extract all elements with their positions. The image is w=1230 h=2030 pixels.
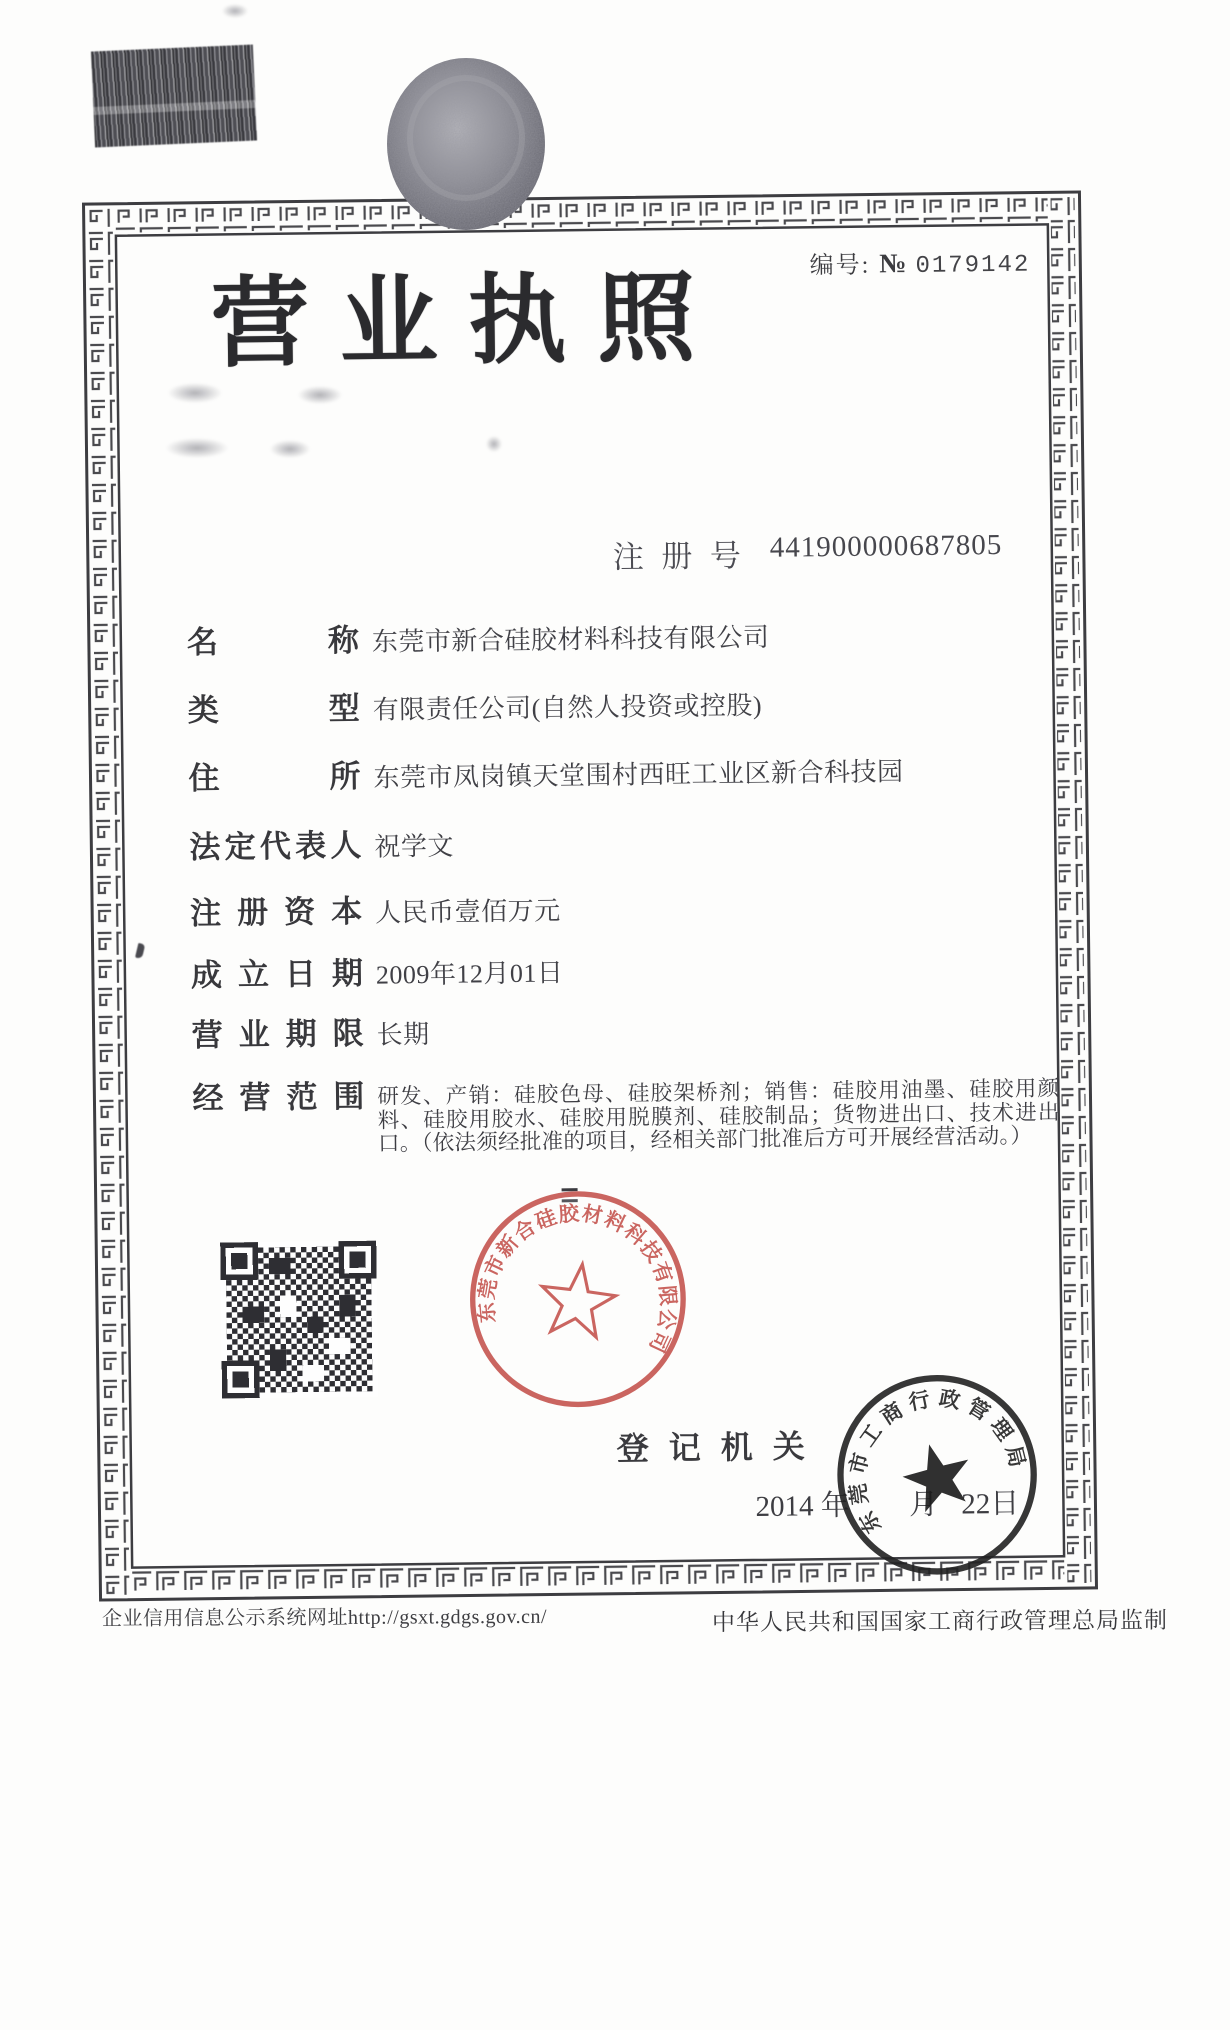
svg-text:东莞市新合硅胶材料科技有限公司	[470, 1189, 692, 1359]
company-seal-star	[537, 1260, 619, 1339]
company-seal	[451, 1173, 704, 1426]
field-value-legal-representative: 祝学文	[374, 831, 455, 862]
footer-left-note: 企业信用信息公示系统网址http://gsxt.gdgs.gov.cn/	[101, 1605, 548, 1631]
registration-label: 注 册 号	[612, 538, 742, 575]
field-label-type: 类 型	[187, 690, 360, 728]
field-value-business-scope: 研发、产销：硅胶色母、硅胶架桥剂；销售：硅胶用油墨、硅胶用颜料、硅胶用胶水、硅胶用脱膜剂、硅胶制品；货物进出口、技术进出口。（依法须经批准的项目，经相关部门批准后方可开展经营活动。）	[377, 1076, 1060, 1156]
certificate-title: 营 业 执 照	[210, 262, 696, 379]
issue-date-day: 22日	[961, 1487, 1020, 1521]
field-label-address: 住 所	[188, 758, 361, 796]
company-seal-text: 东莞市新合硅胶材料科技有限公司	[475, 1202, 679, 1357]
field-value-address: 东莞市凤岗镇天堂围村西旺工业区新合科技园	[373, 757, 904, 793]
qr-code-icon	[217, 1241, 381, 1399]
field-value-type: 有限责任公司(自然人投资或控股)	[372, 690, 763, 725]
serial-label: 编号:	[809, 252, 871, 280]
certificate-sheet	[81, 190, 1098, 1602]
registrar-label: 登 记 机 关	[616, 1428, 805, 1467]
field-label-legal-representative: 法 定 代 表 人	[189, 827, 362, 865]
field-label-name: 名 称	[186, 622, 360, 660]
issue-date-month: 月	[908, 1488, 939, 1522]
authority-seal-star	[896, 1436, 978, 1516]
field-label-registered-capital: 注 册 资 本	[189, 893, 363, 931]
field-label-business-term: 营 业 期 限	[191, 1015, 364, 1053]
issue-date-year: 2014 年	[755, 1489, 850, 1524]
barcode-icon	[91, 45, 257, 148]
field-label-establishment-date: 成 立 日 期	[190, 955, 364, 993]
national-emblem-icon	[383, 56, 549, 238]
registration-value: 441900000687805	[769, 528, 1003, 564]
field-value-registered-capital: 人民币壹佰万元	[375, 896, 561, 928]
field-value-establishment-date: 2009年12月01日	[375, 958, 564, 990]
scan-smudge	[222, 4, 248, 18]
field-value-business-term: 长期	[376, 1019, 430, 1050]
serial-number-line	[809, 243, 1030, 282]
numero-sign: №	[879, 248, 907, 279]
authority-seal-text: 东莞市工商行政管理局	[844, 1385, 1032, 1538]
serial-number: 0179142	[915, 251, 1031, 280]
field-label-business-scope: 经 营 范 围	[192, 1078, 365, 1116]
footer-right-note: 中华人民共和国国家工商行政管理总局监制	[711, 1607, 1169, 1636]
field-value-name: 东莞市新合硅胶材料科技有限公司	[371, 622, 770, 657]
